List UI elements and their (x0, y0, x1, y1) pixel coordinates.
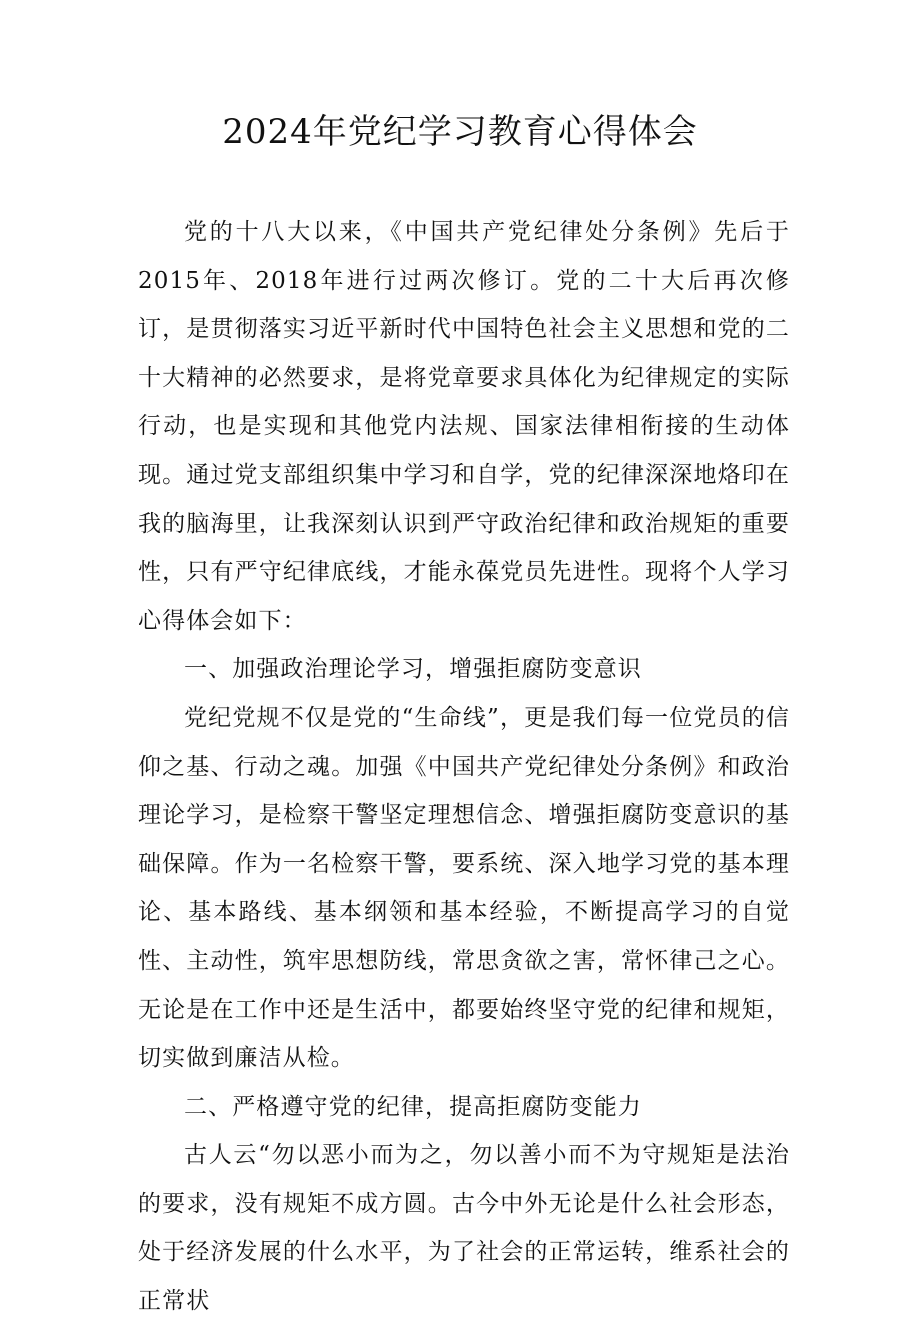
section-heading-1: 一、加强政治理论学习，增强拒腐防变意识 (184, 656, 642, 683)
section-heading-2: 二、严格遵守党的纪律，提高拒腐防变能力 (184, 1093, 642, 1120)
paragraph-section-1: 党纪党规不仅是党的“生命线”，更是我们每一位党员的信仰之基、行动之魂。加强《中国共产党纪律处分条例》和政治理论学习，是检察干警坚定理想信念、增强拒腐防变意识的基础保障。作为一名检察干警，要系统、深入地学习党的基本理论、基本路线、基本纲领和基本经验，不断提高学习的自觉性、主动性，筑牢思想防线，常思贪欲之害，常怀律己之心。无论是在工作中还是生活中，都要始终坚守党的纪律和规矩，切实做到廉洁从检。 (138, 704, 790, 1072)
document-title: 2024年党纪学习教育心得体会 (222, 112, 698, 152)
paragraph-section-2: 古人云“勿以恶小而为之，勿以善小而不为守规矩是法治的要求，没有规矩不成方圆。古今中外无论是什么社会形态，处于经济发展的什么水平，为了社会的正常运转，维系社会的正常状 (138, 1142, 790, 1315)
paragraph-intro: 党的十八大以来，《中国共产党纪律处分条例》先后于2015年、2018年进行过两次修订。党的二十大后再次修订，是贯彻落实习近平新时代中国特色社会主义思想和党的二十大精神的必然要求，是将党章要求具体化为纪律规定的实际行动，也是实现和其他党内法规、国家法律相衔接的生动体现。通过党支部组织集中学习和自学，党的纪律深深地烙印在我的脑海里，让我深刻认识到严守政治纪律和政治规矩的重要性，只有严守纪律底线，才能永葆党员先进性。现将个人学习心得体会如下： (138, 219, 790, 634)
document-body (138, 208, 790, 1326)
